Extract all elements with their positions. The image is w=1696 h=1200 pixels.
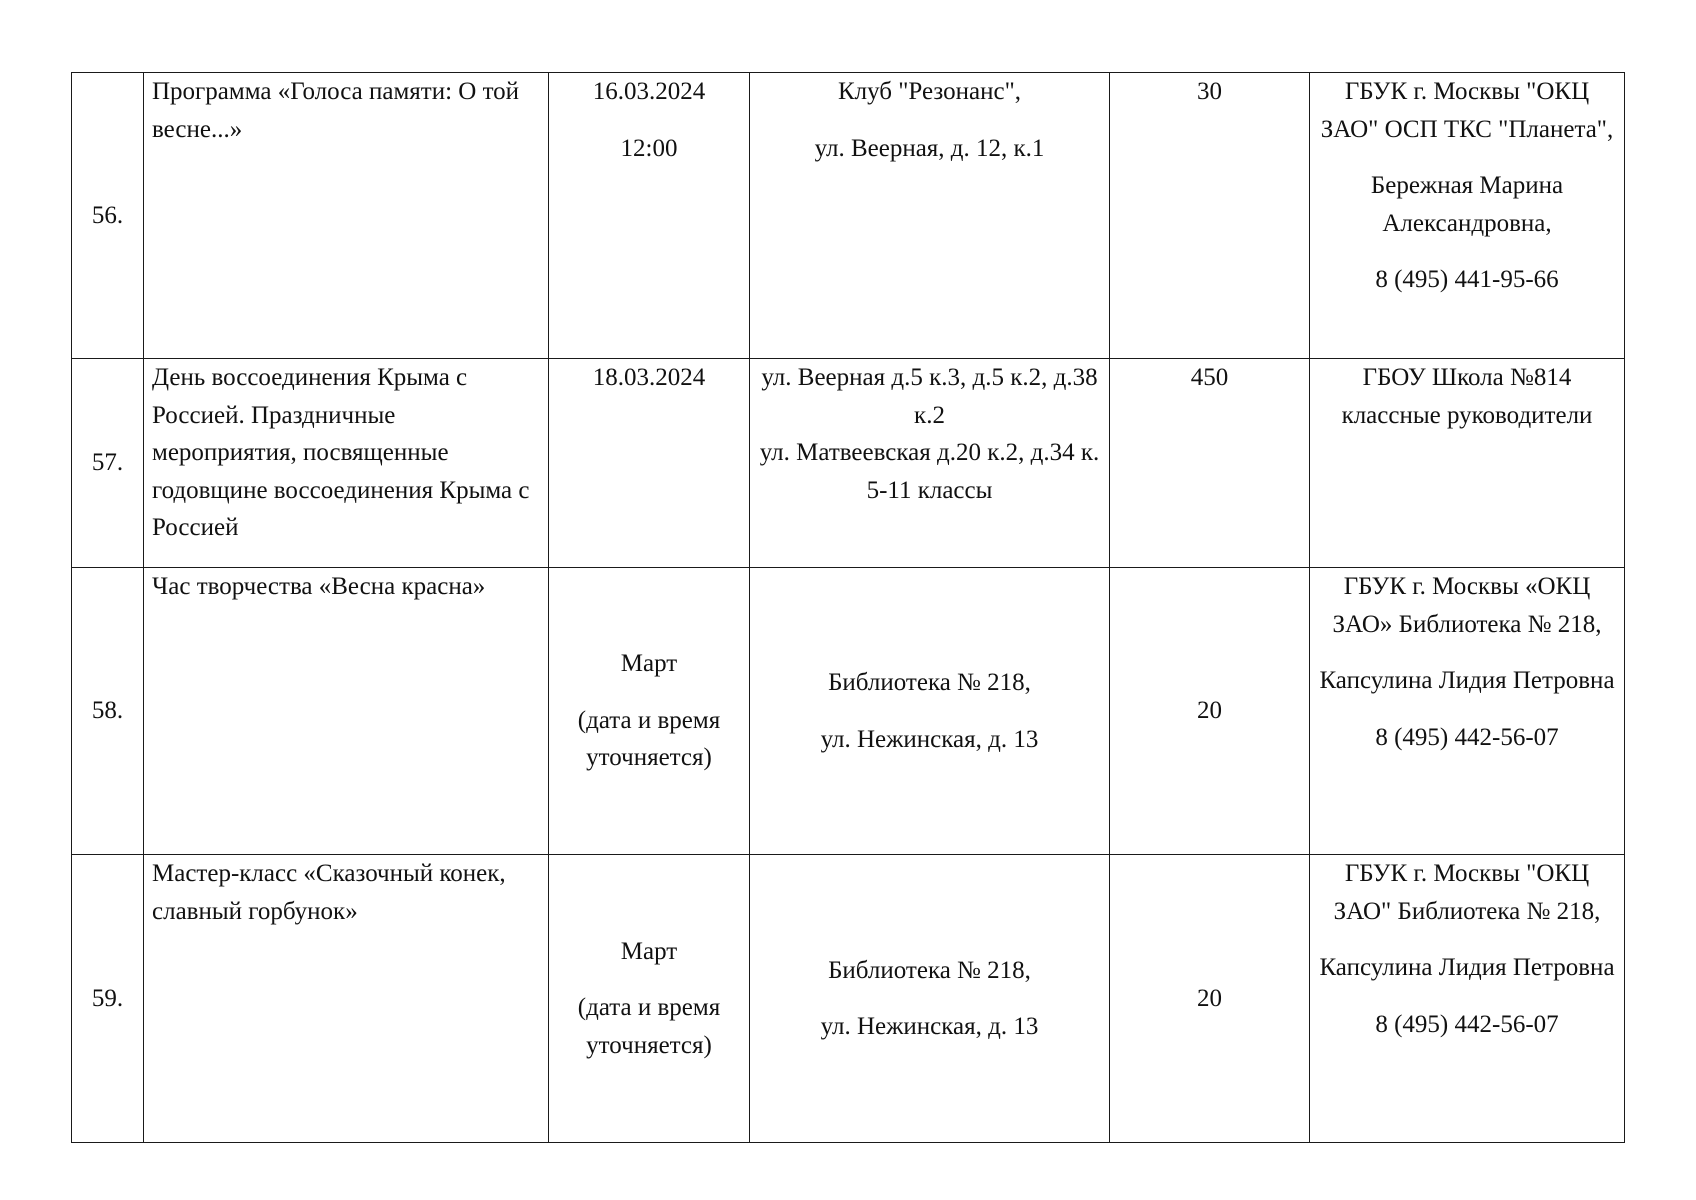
place-line: ул. Веерная, д. 12, к.1 bbox=[814, 134, 1045, 162]
event-name: День воссоединения Крыма с Россией. Праздничные мероприятия, посвященные годовщине воссоединения Крыма с Россией bbox=[144, 359, 549, 568]
event-date bbox=[549, 855, 750, 1143]
place-line: ул. Матвеевская д.20 к.2, д.34 к. bbox=[759, 439, 1100, 466]
row-number: 56. bbox=[72, 73, 144, 359]
organizer-name: ГБУК г. Москвы "ОКЦ ЗАО" ОСП ТКС "Планета", bbox=[1320, 78, 1614, 143]
date-text: 16.03.2024 bbox=[592, 78, 706, 105]
participant-count: 30 bbox=[1110, 73, 1310, 359]
contact-person: Бережная Марина Александровна, bbox=[1370, 172, 1564, 237]
organizer bbox=[1310, 855, 1625, 1143]
organizer bbox=[1310, 568, 1625, 855]
place-line: Клуб "Резонанс", bbox=[837, 78, 1022, 105]
place-line: Библиотека № 218, bbox=[828, 956, 1031, 984]
organizer-name: ГБОУ Школа №814 классные руководители bbox=[1341, 364, 1593, 429]
place-line: ул. Веерная д.5 к.3, д.5 к.2, д.38 к.2 bbox=[761, 364, 1098, 429]
table-row bbox=[72, 73, 1625, 359]
event-date bbox=[549, 359, 750, 568]
date-text: Март bbox=[620, 937, 678, 965]
event-place bbox=[750, 359, 1110, 568]
row-number: 58. bbox=[72, 568, 144, 855]
contact-person: Капсулина Лидия Петровна bbox=[1319, 954, 1615, 981]
organizer bbox=[1310, 73, 1625, 359]
organizer-name: ГБУК г. Москвы "ОКЦ ЗАО" Библиотека № 218, bbox=[1333, 860, 1601, 925]
time-text: 12:00 bbox=[620, 134, 678, 162]
row-number: 59. bbox=[72, 855, 144, 1143]
contact-phone: 8 (495) 442-56-07 bbox=[1375, 723, 1559, 751]
event-name: Час творчества «Весна красна» bbox=[144, 568, 549, 855]
date-text: Март bbox=[620, 650, 678, 678]
table-row bbox=[72, 568, 1625, 855]
event-place bbox=[750, 855, 1110, 1143]
participant-count: 20 bbox=[1110, 855, 1310, 1143]
contact-phone: 8 (495) 442-56-07 bbox=[1375, 1010, 1559, 1038]
table-row bbox=[72, 855, 1625, 1143]
date-note: (дата и время уточняется) bbox=[577, 706, 721, 772]
contact-phone: 8 (495) 441-95-66 bbox=[1375, 266, 1559, 293]
place-line: 5-11 классы bbox=[866, 476, 993, 504]
contact-person: Капсулина Лидия Петровна bbox=[1319, 667, 1615, 694]
organizer bbox=[1310, 359, 1625, 568]
date-note: (дата и время уточняется) bbox=[577, 994, 721, 1059]
table-row bbox=[72, 359, 1625, 568]
event-name: Программа «Голоса памяти: О той весне...» bbox=[144, 73, 549, 359]
place-line: ул. Нежинская, д. 13 bbox=[820, 725, 1039, 753]
place-line: Библиотека № 218, bbox=[828, 669, 1031, 696]
organizer-name: ГБУК г. Москвы «ОКЦ ЗАО» Библиотека № 218, bbox=[1332, 573, 1602, 638]
event-date bbox=[549, 73, 750, 359]
event-place bbox=[750, 73, 1110, 359]
participant-count: 20 bbox=[1110, 568, 1310, 855]
event-name: Мастер-класс «Сказочный конек, славный горбунок» bbox=[144, 855, 549, 1143]
participant-count: 450 bbox=[1110, 359, 1310, 568]
place-line: ул. Нежинская, д. 13 bbox=[820, 1013, 1039, 1040]
event-place bbox=[750, 568, 1110, 855]
row-number: 57. bbox=[72, 359, 144, 568]
date-text: 18.03.2024 bbox=[592, 364, 706, 391]
events-table bbox=[71, 72, 1625, 1143]
event-date bbox=[549, 568, 750, 855]
